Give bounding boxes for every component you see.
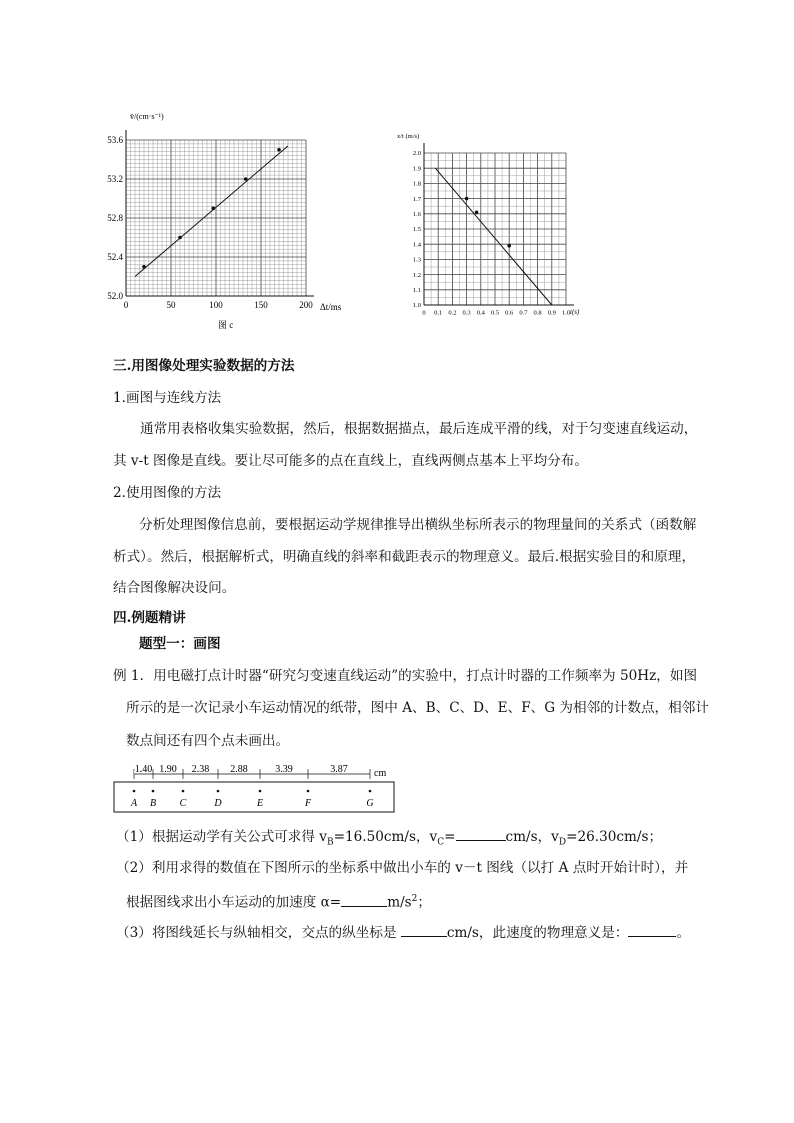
answer-blank-intercept[interactable] [401,922,447,937]
tape-dot [307,790,310,793]
data-point [178,236,182,240]
paragraph-2-line-1: 分析处理图像信息前，要根据运动学规律推导出横纵坐标所表示的物理量间的关系式（函数解 [139,517,697,533]
x-tick-label: 100 [209,300,223,310]
paragraph-1-line-2: 其 v-t 图像是直线。要让尽可能多的点在直线上，直线两侧点基本上平均分布。 [113,453,588,469]
chart-c-grid [126,140,306,296]
example-1-line-1: 例 1．用电磁打点计时器“研究匀变速直线运动”的实验中，打点计时器的工作频率为 50Hz，如图 [113,668,698,684]
chart-xt-axes [413,143,574,317]
tape-point-label: E [256,798,264,809]
x-tick-label: 0.4 [476,309,485,317]
x-tick-label: 0.9 [547,309,556,317]
data-point [142,265,146,269]
tape-dot [152,790,155,793]
tape-point-label: D [214,798,222,809]
subheading-2: 2.使用图像的方法 [113,485,222,501]
answer-blank-acceleration[interactable] [341,892,387,907]
x-tick-label: 50 [166,300,176,310]
question-1: （1）根据运动学有关公式可求得 $v_B=16.50cm/s$，$v_C= cm/s$，$v_D=26.30cm/s$； [116,826,662,853]
x-tick-label: 0.7 [519,309,528,317]
tape-point-label: C [179,798,187,809]
x-tick-label: 0 [123,300,129,310]
y-tick-label: 1.0 [412,302,421,310]
y-tick-label: 1.7 [412,195,421,203]
y-tick-label: 52.8 [107,213,123,223]
answer-blank-meaning[interactable] [628,922,676,937]
subheading-1: 1.画图与连线方法 [113,390,222,406]
section-heading-3: 三.用图像处理实验数据的方法 [113,358,295,374]
example-1-line-3: 数点间还有四个点未画出。 [126,733,290,749]
tape-dot [182,790,185,793]
tape-segment-label: 3.39 [275,764,293,775]
y-tick-label: 1.2 [412,271,421,279]
data-point [475,210,479,214]
y-tick-label: 1.1 [412,286,421,294]
tape-point-label: G [366,798,374,809]
tape-points [130,790,374,809]
y-tick-label: 52.0 [107,291,123,301]
x-tick-label: 1.0 [561,309,571,317]
tape-segment-label: 2.38 [191,764,210,775]
x-tick-label: 0.2 [448,309,457,317]
chart-c-ylabel: v̄/(cm·s⁻¹) [130,112,164,121]
data-point [507,244,511,248]
data-point [465,197,469,201]
tape-segment-labels [134,764,370,779]
chart-xt-xlabel: t(s) [570,308,580,316]
x-tick-label: 0.5 [490,309,500,317]
y-tick-label: 1.6 [412,210,421,218]
question-type-heading: 题型一：画图 [139,636,221,652]
y-tick-label: 53.2 [107,174,123,184]
y-tick-label: 52.4 [107,252,123,262]
tape-segment-label: 1.90 [159,764,177,775]
chart-c-xlabel: Δt/ms [320,302,342,312]
chart-c [107,108,370,338]
section-heading-4: 四.例题精讲 [113,610,186,626]
data-point [277,148,281,152]
x-tick-label: 0.3 [462,309,471,317]
x-tick-label: 0.6 [505,309,514,317]
question-2-line-1: （2）利用求得的数值在下图所示的坐标系中做出小车的 v－t 图线（以打 A 点时开始计时），并 [116,860,689,876]
example-1-line-2: 所示的是一次记录小车运动情况的纸带，图中 A、B、C、D、E、F、G 为相邻的计数点，相邻计 [126,700,709,716]
tape-segment-label: 1.40 [134,764,153,775]
y-tick-label: 1.3 [412,256,421,264]
tape-dot [369,790,372,793]
answer-blank-vc[interactable] [456,826,506,841]
tape-unit: cm [374,768,387,779]
x-tick-label: 0 [422,309,426,317]
tape-segment-label: 2.88 [230,764,248,775]
paragraph-1-line-1: 通常用表格收集实验数据，然后，根据数据描点，最后连成平滑的线，对于匀变速直线运动， [140,421,698,437]
paper-tape-diagram [112,760,402,814]
y-tick-label: 1.5 [412,226,421,234]
chart-xt-grid [424,153,566,305]
y-tick-label: 2.0 [412,150,421,158]
x-tick-label: 0.1 [434,309,443,317]
tape-point-label: A [130,798,138,809]
question-3: （3）将图线延长与纵轴相交，交点的纵坐标是 cm/s，此速度的物理意义是： 。 [116,922,690,943]
chart-c-axes [107,130,314,310]
tape-point-label: F [304,798,312,809]
x-tick-label: 150 [254,300,268,310]
y-tick-label: 1.8 [412,180,421,188]
tape-dot [259,790,262,793]
x-tick-label: 200 [299,300,313,310]
chart-c-caption: 图 c [218,320,234,330]
y-tick-label: 1.4 [412,241,421,249]
chart-xt [393,128,593,323]
tape-point-label: B [149,798,157,809]
y-tick-label: 53.6 [107,135,123,145]
data-point [244,177,248,181]
chart-xt-ylabel: x/t (m/s) [397,133,420,140]
question-2-line-2: 根据图线求出小车运动的加速度 $\alpha= m/s^2$； [126,889,431,913]
tape-dot [133,790,136,793]
tape-dot [217,790,220,793]
x-tick-label: 0.8 [533,309,542,317]
data-point [212,206,216,210]
tape-segment-label: 3.87 [330,764,348,775]
paragraph-2-line-3: 结合图像解决设问。 [113,580,236,596]
y-tick-label: 1.9 [412,165,421,173]
paragraph-2-line-2: 析式）。然后，根据解析式，明确直线的斜率和截距表示的物理意义。最后.根据实验目的和原理， [113,549,696,565]
